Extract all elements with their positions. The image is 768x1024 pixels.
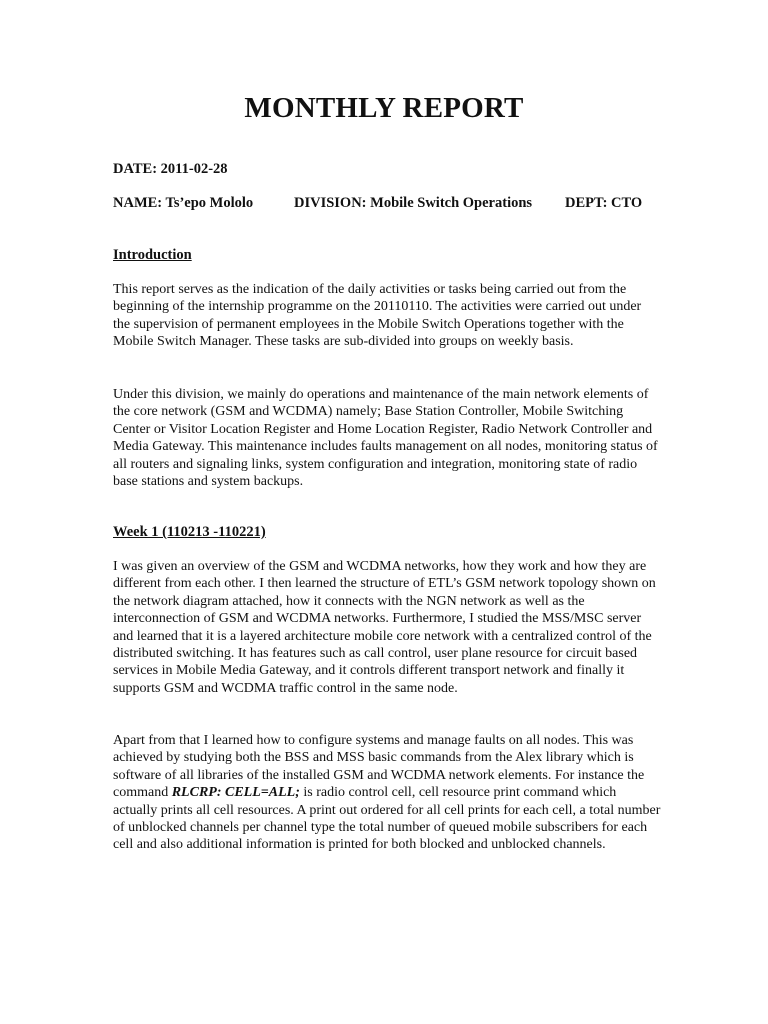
week1-paragraph-2-text-a: Apart from that I learned how to configure systems and manage faults on all nodes. This was achieved by studying both the BSS and MSS basic commands from the Alex library which is software of all libraries of the installed GSM and WCDMA network elements. For instance the command — [113, 733, 645, 801]
week1-paragraph-1: I was given an overview of the GSM and WCDMA networks, how they work and how they are different from each other. I then learned the structure of ETL’s GSM network topology shown on the network diagram attached, how it connects with the NGN network as well as the interconnection of GSM and WCDMA networks. Furthermore, I studied the MSS/MSC server and learned that it is a layered architecture mobile core network with a centralized control of the distributed switching. It has features such as call control, user plane resource for circuit based services in Mobile Media Gateway, and it controls different transport network and finally it supports GSM and WCDMA traffic control in the same node. — [113, 559, 656, 696]
division-label: DIVISION: Mobile Switch Operations — [294, 195, 533, 211]
dept-label: DEPT: CTO — [565, 195, 643, 211]
introduction-paragraph-2: Under this division, we mainly do operations and maintenance of the main network elements of the core network (GSM and WCDMA) namely; Base Station Controller, Mobile Switching Center or Visitor Location Register and Home Location Register, Radio Network Controller and Media Gateway. This maintenance includes faults management on all nodes, monitoring status of all routers and signaling links, system configuration and integration, monitoring state of radio base stations and system backups. — [113, 387, 658, 490]
introduction-heading: Introduction — [113, 247, 192, 263]
week1-paragraph-2 — [113, 732, 661, 854]
report-title: MONTHLY REPORT — [244, 92, 524, 124]
command-text: RLCRP: CELL=ALL; — [171, 785, 300, 801]
author-name: NAME: Ts’epo Mololo — [113, 195, 254, 211]
introduction-paragraph-1: This report serves as the indication of the daily activities or tasks being carried out from the beginning of the internship programme on the 20110110. The activities were carried out under the supervision of permanent employees in the Mobile Switch Operations together with the Mobile Switch Manager. These tasks are sub-divided into groups on weekly basis. — [113, 282, 642, 350]
week1-paragraph-2-text-b: is radio control cell, cell resource print command which actually prints all cell resources. A print out ordered for all cell prints for each cell, a total number of unblocked channels per channel type the total number of queued mobile subscribers for each cell and also additional information is printed for both blocked and unblocked channels. — [113, 785, 661, 853]
report-date: DATE: 2011-02-28 — [113, 161, 228, 177]
report-meta — [113, 195, 673, 213]
week1-heading: Week 1 (110213 -110221) — [113, 524, 266, 540]
